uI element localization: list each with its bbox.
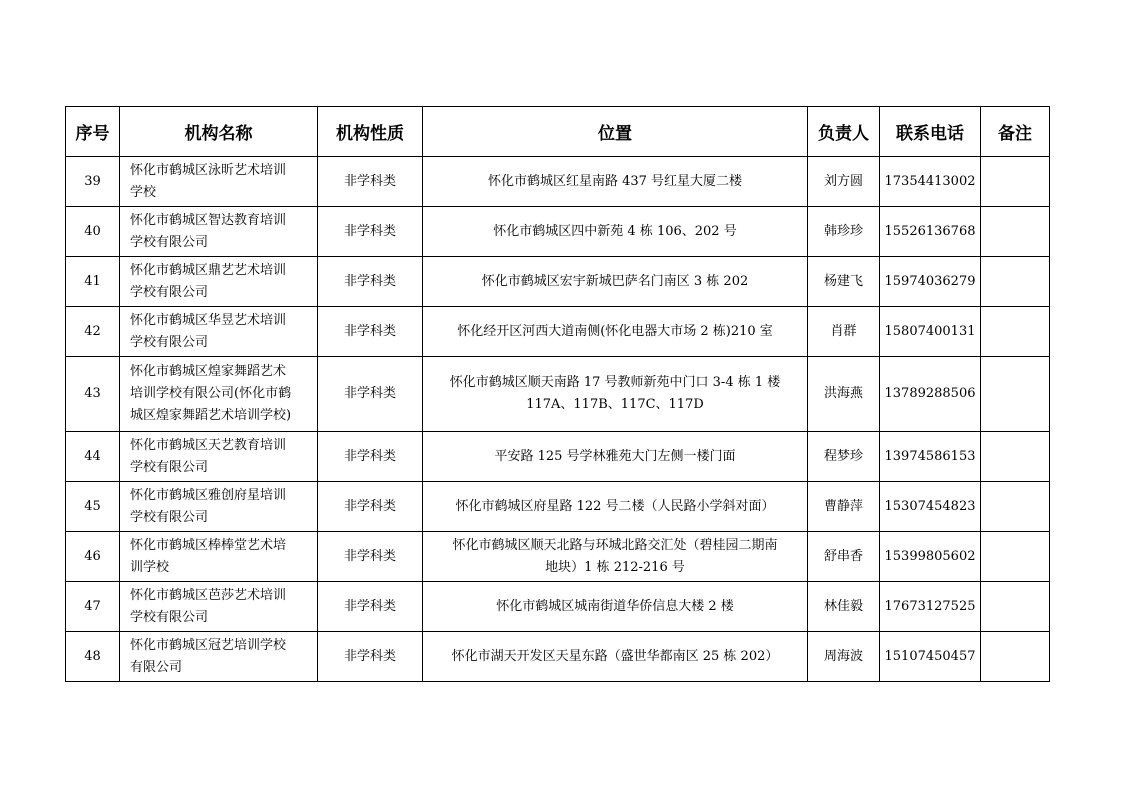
cell-name-line: 学校 — [130, 184, 157, 200]
table-body — [66, 157, 1050, 682]
cell-phone: 15807400131 — [880, 307, 981, 357]
cell-note — [981, 357, 1050, 432]
cell-name-line: 怀化市鹤城区芭莎艺术培训 — [130, 587, 287, 603]
cell-no: 46 — [66, 532, 120, 582]
cell-name-line: 怀化市鹤城区冠艺培训学校 — [130, 637, 287, 653]
cell-name-line: 有限公司 — [130, 659, 183, 675]
cell-type: 非学科类 — [318, 157, 423, 207]
cell-person: 林佳毅 — [808, 582, 880, 632]
cell-location-line: 117A、117B、117C、117D — [526, 397, 704, 412]
cell-type: 非学科类 — [318, 482, 423, 532]
cell-location-line: 怀化市鹤城区红星南路 437 号红星大厦二楼 — [487, 173, 743, 189]
header-person: 负责人 — [808, 107, 880, 157]
cell-location-line: 怀化市鹤城区四中新苑 4 栋 106、202 号 — [493, 223, 737, 239]
cell-location — [423, 257, 808, 307]
cell-no: 48 — [66, 632, 120, 682]
cell-note — [981, 257, 1050, 307]
header-location: 位置 — [423, 107, 808, 157]
cell-name-line: 怀化市鹤城区鼎艺艺术培训 — [130, 262, 287, 278]
table-header-row — [66, 107, 1050, 157]
table-row — [66, 157, 1050, 207]
cell-location — [423, 432, 808, 482]
cell-name — [120, 357, 318, 432]
cell-phone: 13789288506 — [880, 357, 981, 432]
cell-type: 非学科类 — [318, 207, 423, 257]
cell-location-line: 怀化经开区河西大道南侧(怀化电器大市场 2 栋)210 室 — [457, 323, 773, 339]
cell-no: 47 — [66, 582, 120, 632]
table-row — [66, 632, 1050, 682]
cell-person: 洪海燕 — [808, 357, 880, 432]
header-note: 备注 — [981, 107, 1050, 157]
cell-name-line: 培训学校有限公司(怀化市鹤 — [130, 386, 292, 401]
header-phone: 联系电话 — [880, 107, 981, 157]
cell-type: 非学科类 — [318, 432, 423, 482]
cell-location — [423, 307, 808, 357]
cell-no: 45 — [66, 482, 120, 532]
cell-type: 非学科类 — [318, 632, 423, 682]
cell-phone: 15526136768 — [880, 207, 981, 257]
cell-person: 舒串香 — [808, 532, 880, 582]
cell-name — [120, 307, 318, 357]
cell-location — [423, 482, 808, 532]
cell-note — [981, 207, 1050, 257]
cell-name — [120, 207, 318, 257]
cell-phone: 13974586153 — [880, 432, 981, 482]
cell-phone: 15107450457 — [880, 632, 981, 682]
table-row — [66, 582, 1050, 632]
cell-location — [423, 357, 808, 432]
cell-location-line: 怀化市鹤城区城南街道华侨信息大楼 2 楼 — [496, 598, 734, 614]
cell-name-line: 城区煌家舞蹈艺术培训学校) — [130, 408, 292, 423]
cell-note — [981, 157, 1050, 207]
cell-name-line: 学校有限公司 — [130, 334, 209, 350]
cell-name — [120, 432, 318, 482]
table-row — [66, 482, 1050, 532]
cell-no: 44 — [66, 432, 120, 482]
cell-person: 程梦珍 — [808, 432, 880, 482]
cell-location — [423, 632, 808, 682]
cell-no: 43 — [66, 357, 120, 432]
cell-name-line: 怀化市鹤城区天艺教育培训 — [130, 437, 287, 453]
cell-name-line: 怀化市鹤城区雅创府星培训 — [130, 487, 287, 503]
cell-location-line: 怀化市鹤城区顺天南路 17 号教师新苑中门口 3-4 栋 1 楼 — [449, 375, 781, 390]
cell-name-line: 怀化市鹤城区煌家舞蹈艺术 — [130, 364, 287, 379]
cell-no: 41 — [66, 257, 120, 307]
table-row — [66, 257, 1050, 307]
cell-type: 非学科类 — [318, 257, 423, 307]
cell-phone: 15307454823 — [880, 482, 981, 532]
cell-location — [423, 157, 808, 207]
cell-name-line: 训学校 — [130, 559, 170, 575]
cell-name — [120, 157, 318, 207]
cell-person: 肖群 — [808, 307, 880, 357]
cell-name-line: 怀化市鹤城区华昱艺术培训 — [130, 312, 287, 328]
cell-name — [120, 482, 318, 532]
header-type: 机构性质 — [318, 107, 423, 157]
cell-name-line: 怀化市鹤城区棒棒堂艺术培 — [130, 537, 287, 553]
table-row — [66, 207, 1050, 257]
cell-location-line: 怀化市鹤城区宏宇新城巴萨名门南区 3 栋 202 — [481, 273, 749, 289]
cell-location-line: 怀化市鹤城区府星路 122 号二楼（人民路小学斜对面） — [455, 498, 775, 514]
cell-person: 周海波 — [808, 632, 880, 682]
cell-person: 韩珍珍 — [808, 207, 880, 257]
table-row — [66, 432, 1050, 482]
cell-location — [423, 207, 808, 257]
institution-table-sheet — [65, 106, 1049, 682]
cell-type: 非学科类 — [318, 357, 423, 432]
cell-phone: 17673127525 — [880, 582, 981, 632]
table-row — [66, 532, 1050, 582]
cell-type: 非学科类 — [318, 582, 423, 632]
cell-name-line: 怀化市鹤城区智达教育培训 — [130, 212, 287, 228]
cell-no: 40 — [66, 207, 120, 257]
cell-name-line: 学校有限公司 — [130, 609, 209, 625]
cell-name — [120, 632, 318, 682]
cell-type: 非学科类 — [318, 307, 423, 357]
cell-location-line: 怀化市湖天开发区天星东路（盛世华都南区 25 栋 202） — [451, 648, 779, 664]
cell-location-line: 平安路 125 号学林雅苑大门左侧一楼门面 — [494, 448, 736, 464]
cell-no: 39 — [66, 157, 120, 207]
cell-type: 非学科类 — [318, 532, 423, 582]
cell-phone: 15399805602 — [880, 532, 981, 582]
cell-phone: 17354413002 — [880, 157, 981, 207]
cell-name — [120, 532, 318, 582]
cell-note — [981, 532, 1050, 582]
cell-name-line: 学校有限公司 — [130, 509, 209, 525]
table-row — [66, 307, 1050, 357]
cell-name-line: 学校有限公司 — [130, 284, 209, 300]
cell-location-line: 地块）1 栋 212-216 号 — [545, 559, 685, 575]
cell-person: 曹静萍 — [808, 482, 880, 532]
cell-note — [981, 582, 1050, 632]
cell-name-line: 学校有限公司 — [130, 234, 209, 250]
cell-note — [981, 432, 1050, 482]
cell-note — [981, 307, 1050, 357]
cell-name-line: 怀化市鹤城区泳昕艺术培训 — [130, 162, 287, 178]
cell-location — [423, 532, 808, 582]
header-name: 机构名称 — [120, 107, 318, 157]
cell-location-line: 怀化市鹤城区顺天北路与环城北路交汇处（碧桂园二期南 — [452, 537, 778, 553]
cell-phone: 15974036279 — [880, 257, 981, 307]
cell-name-line: 学校有限公司 — [130, 459, 209, 475]
cell-no: 42 — [66, 307, 120, 357]
cell-note — [981, 482, 1050, 532]
cell-name — [120, 582, 318, 632]
table-row — [66, 357, 1050, 432]
institution-table — [65, 106, 1050, 682]
cell-name — [120, 257, 318, 307]
header-no: 序号 — [66, 107, 120, 157]
cell-location — [423, 582, 808, 632]
cell-note — [981, 632, 1050, 682]
cell-person: 刘方圆 — [808, 157, 880, 207]
cell-person: 杨建飞 — [808, 257, 880, 307]
